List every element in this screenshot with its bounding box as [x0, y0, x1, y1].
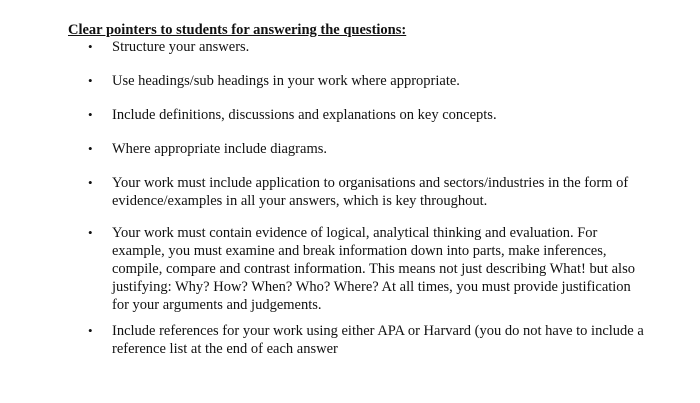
list-item — [88, 224, 648, 314]
list-item — [88, 38, 648, 56]
list-item-text: Structure your answers. — [112, 39, 250, 55]
bullet-icon: • — [88, 175, 93, 190]
list-item-text: Use headings/sub headings in your work where appropriate. — [112, 73, 460, 89]
list-item — [88, 106, 648, 124]
bullet-icon: • — [88, 73, 93, 88]
list-item — [88, 322, 648, 358]
bullet-icon: • — [88, 225, 93, 240]
list-item-text: Your work must contain evidence of logical, analytical thinking and evaluation. For example, you must examine and break information down into parts, make inferences, compile, compare and contrast information. This means not just describing What! but also justifying: Why? How? When? Who? Where? At all times, you must provide justification for your arguments and judgements. — [112, 225, 635, 313]
list-item — [88, 174, 648, 210]
bullet-icon: • — [88, 323, 93, 338]
list-item-text: Your work must include application to organisations and sectors/industries in the form of evidence/examples in all your answers, which is key throughout. — [112, 175, 629, 209]
list-item-text: Include references for your work using either APA or Harvard (you do not have to include a reference list at the end of each answer — [112, 323, 644, 357]
list-item-text: Include definitions, discussions and explanations on key concepts. — [112, 107, 497, 123]
bullet-icon: • — [88, 141, 93, 156]
bullet-icon: • — [88, 39, 93, 54]
document-heading: Clear pointers to students for answering the questions: — [68, 22, 407, 38]
list-item — [88, 72, 648, 90]
bullet-icon: • — [88, 107, 93, 122]
list-item — [88, 140, 648, 158]
list-item-text: Where appropriate include diagrams. — [112, 141, 327, 157]
